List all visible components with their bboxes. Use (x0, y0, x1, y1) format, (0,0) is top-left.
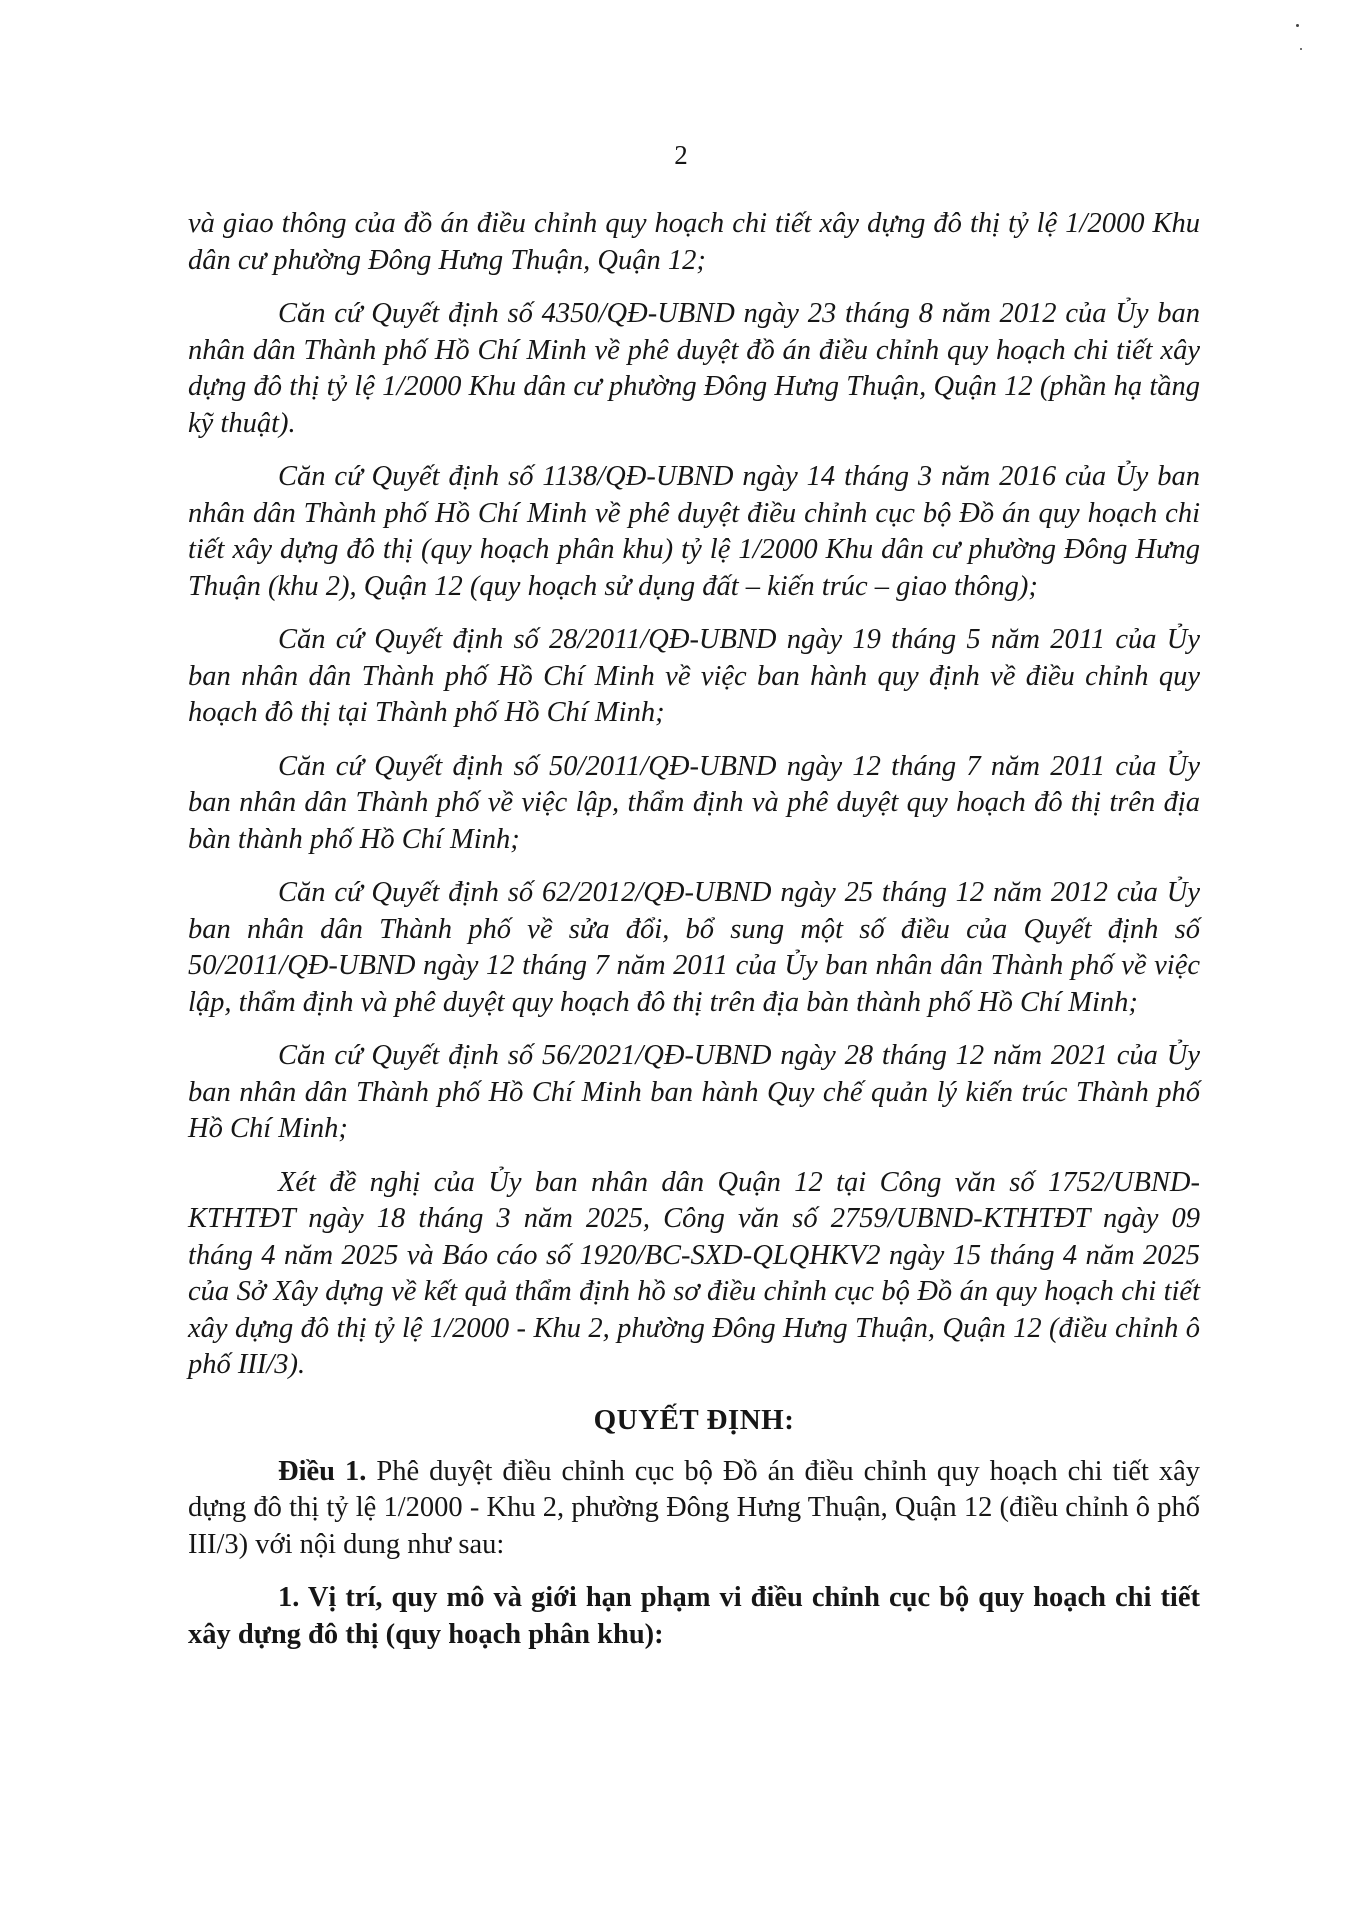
paragraph-xet-de-nghi: Xét đề nghị của Ủy ban nhân dân Quận 12 tại Công văn số 1752/UBND-KTHTĐT ngày 18 tháng 3 năm 2025, Công văn số 2759/UBND-KTHTĐT ngày 09 tháng 4 năm 2025 và Báo cáo số 1920/BC-SXD-QLQHKV2 ngày 15 tháng 4 năm 2025 của Sở Xây dựng về kết quả thẩm định hồ sơ điều chỉnh cục bộ Đồ án quy hoạch chi tiết xây dựng đô thị tỷ lệ 1/2000 - Khu 2, phường Đông Hưng Thuận, Quận 12 (điều chỉnh ô phố III/3). (188, 1166, 1200, 1380)
paragraph-can-cu-1138: Căn cứ Quyết định số 1138/QĐ-UBND ngày 14 tháng 3 năm 2016 của Ủy ban nhân dân Thành phố Hồ Chí Minh về phê duyệt điều chỉnh cục bộ Đồ án quy hoạch chi tiết xây dựng đô thị (quy hoạch phân khu) tỷ lệ 1/2000 Khu dân cư phường Đông Hưng Thuận (khu 2), Quận 12 (quy hoạch sử dụng đất – kiến trúc – giao thông); (188, 461, 1200, 602)
article-1 (188, 1454, 1200, 1564)
paragraph-continuation: và giao thông của đồ án điều chỉnh quy hoạch chi tiết xây dựng đô thị tỷ lệ 1/2000 Khu dân cư phường Đông Hưng Thuận, Quận 12; (188, 208, 1200, 276)
decision-heading: QUYẾT ĐỊNH: (593, 1403, 795, 1436)
article-1-text: Phê duyệt điều chỉnh cục bộ Đồ án điều chỉnh quy hoạch chi tiết xây dựng đô thị tỷ lệ 1/2000 - Khu 2, phường Đông Hưng Thuận, Quận 12 (điều chỉnh ô phố III/3) với nội dung như sau: (188, 1455, 1201, 1560)
article-1-label: Điều 1. (278, 1455, 367, 1487)
scan-speck (1296, 24, 1299, 27)
paragraph-can-cu-28-2011: Căn cứ Quyết định số 28/2011/QĐ-UBND ngày 19 tháng 5 năm 2011 của Ủy ban nhân dân Thành phố Hồ Chí Minh về việc ban hành quy định về điều chỉnh quy hoạch đô thị tại Thành phố Hồ Chí Minh; (188, 624, 1200, 728)
document-body (188, 206, 1200, 1670)
page-number: 2 (674, 140, 688, 170)
paragraph-can-cu-62-2012: Căn cứ Quyết định số 62/2012/QĐ-UBND ngày 25 tháng 12 năm 2012 của Ủy ban nhân dân Thành phố về sửa đổi, bổ sung một số điều của Quyết định số 50/2011/QĐ-UBND ngày 12 tháng 7 năm 2011 của Ủy ban nhân dân Thành phố về việc lập, thẩm định và phê duyệt quy hoạch đô thị trên địa bàn thành phố Hồ Chí Minh; (188, 877, 1200, 1018)
scan-speck (1300, 48, 1302, 50)
paragraph-can-cu-56-2021: Căn cứ Quyết định số 56/2021/QĐ-UBND ngày 28 tháng 12 năm 2021 của Ủy ban nhân dân Thành phố Hồ Chí Minh ban hành Quy chế quản lý kiến trúc Thành phố Hồ Chí Minh; (188, 1040, 1200, 1144)
section-1-title: 1. Vị trí, quy mô và giới hạn phạm vi điều chỉnh cục bộ quy hoạch chi tiết xây dựng đô thị (quy hoạch phân khu): (188, 1582, 1200, 1650)
paragraph-can-cu-50-2011: Căn cứ Quyết định số 50/2011/QĐ-UBND ngày 12 tháng 7 năm 2011 của Ủy ban nhân dân Thành phố về việc lập, thẩm định và phê duyệt quy hoạch đô thị trên địa bàn thành phố Hồ Chí Minh; (188, 750, 1200, 855)
paragraph-can-cu-4350: Căn cứ Quyết định số 4350/QĐ-UBND ngày 23 tháng 8 năm 2012 của Ủy ban nhân dân Thành phố Hồ Chí Minh về phê duyệt đồ án điều chỉnh quy hoạch chi tiết xây dựng đô thị tỷ lệ 1/2000 Khu dân cư phường Đông Hưng Thuận, Quận 12 (phần hạ tầng kỹ thuật). (188, 298, 1200, 439)
